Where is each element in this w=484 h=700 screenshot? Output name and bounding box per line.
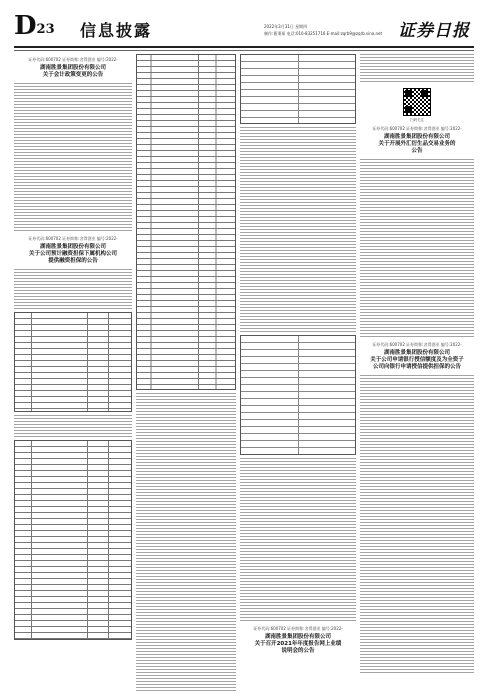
stock-code-line: 证券代码:600702 证券简称:舍得酒业 编号:2022- — [28, 236, 118, 241]
body-text-block — [136, 393, 236, 693]
company-name: 湖南胜景集团股份有限公司 — [383, 134, 450, 140]
data-table — [136, 54, 236, 390]
page-number — [14, 12, 55, 40]
column-4 — [360, 54, 474, 694]
qr-caption: 扫码关注 — [410, 118, 424, 122]
data-table — [14, 440, 132, 640]
data-table — [240, 54, 356, 124]
stock-code-line: 证券代码:600702 证券简称:舍得酒业 编号:2022- — [28, 57, 118, 62]
company-name: 湖南胜景集团股份有限公司 — [39, 244, 106, 250]
column-2 — [136, 54, 236, 694]
announcement-title: 关于开展外汇衍生品交易业务的 公告 — [378, 141, 456, 154]
announcement-heading — [360, 339, 474, 375]
stock-code-line: 证券代码:600702 证券简称:舍得酒业 编号:2022- — [253, 626, 343, 631]
data-table — [14, 312, 132, 412]
date-line: 2022年3月31日 星期四 — [264, 24, 308, 29]
announcement-heading — [360, 123, 474, 159]
announcement-title: 关于召开2021年年度报告网上业绩 说明会的公告 — [254, 641, 342, 654]
page-num: 23 — [36, 22, 55, 37]
column-3 — [240, 54, 356, 694]
company-name: 湖南胜景集团股份有限公司 — [39, 65, 106, 71]
body-text-block — [240, 458, 356, 623]
body-text-block — [14, 83, 132, 233]
announcement-heading — [240, 623, 356, 659]
body-text-block — [360, 375, 474, 675]
announcement-title: 关于公司预计融资担保下属机构公司 提供融资担保的公告 — [28, 251, 117, 264]
announcement-heading — [14, 233, 132, 269]
editor-line: 制作:曹秉琛 电话:010-83251716 E-mail:zqrb9@zqrb.sina.net — [264, 31, 383, 36]
company-name: 湖南胜景集团股份有限公司 — [264, 634, 331, 640]
stock-code-line: 证券代码:600702 证券简称:舍得酒业 编号:2022- — [372, 126, 462, 131]
company-name: 湖南胜景集团股份有限公司 — [383, 350, 450, 356]
announcement-title: 关于公司申请银行授信额度及为全资子 公司向银行申请授信提供担保的公告 — [370, 357, 464, 370]
stock-code-line: 证券代码:600702 证券简称:舍得酒业 编号:2022- — [372, 342, 462, 347]
section-title: 信息披露 — [80, 21, 153, 40]
body-text-block — [240, 127, 356, 332]
announcement-title: 关于会计政策变更的公告 — [42, 72, 104, 78]
column-1 — [14, 54, 132, 694]
body-text-block — [360, 159, 474, 339]
body-text-block — [14, 269, 132, 309]
masthead — [14, 11, 474, 44]
body-text-block — [360, 54, 474, 84]
newspaper-logo: 证券日报 — [398, 21, 470, 41]
page-letter: D — [14, 11, 37, 41]
body-text-block — [14, 415, 132, 437]
masthead-rule-thin — [14, 50, 474, 51]
qr-code — [403, 88, 431, 116]
data-table — [240, 335, 356, 455]
masthead-rule — [14, 46, 474, 48]
announcement-heading — [14, 54, 132, 83]
